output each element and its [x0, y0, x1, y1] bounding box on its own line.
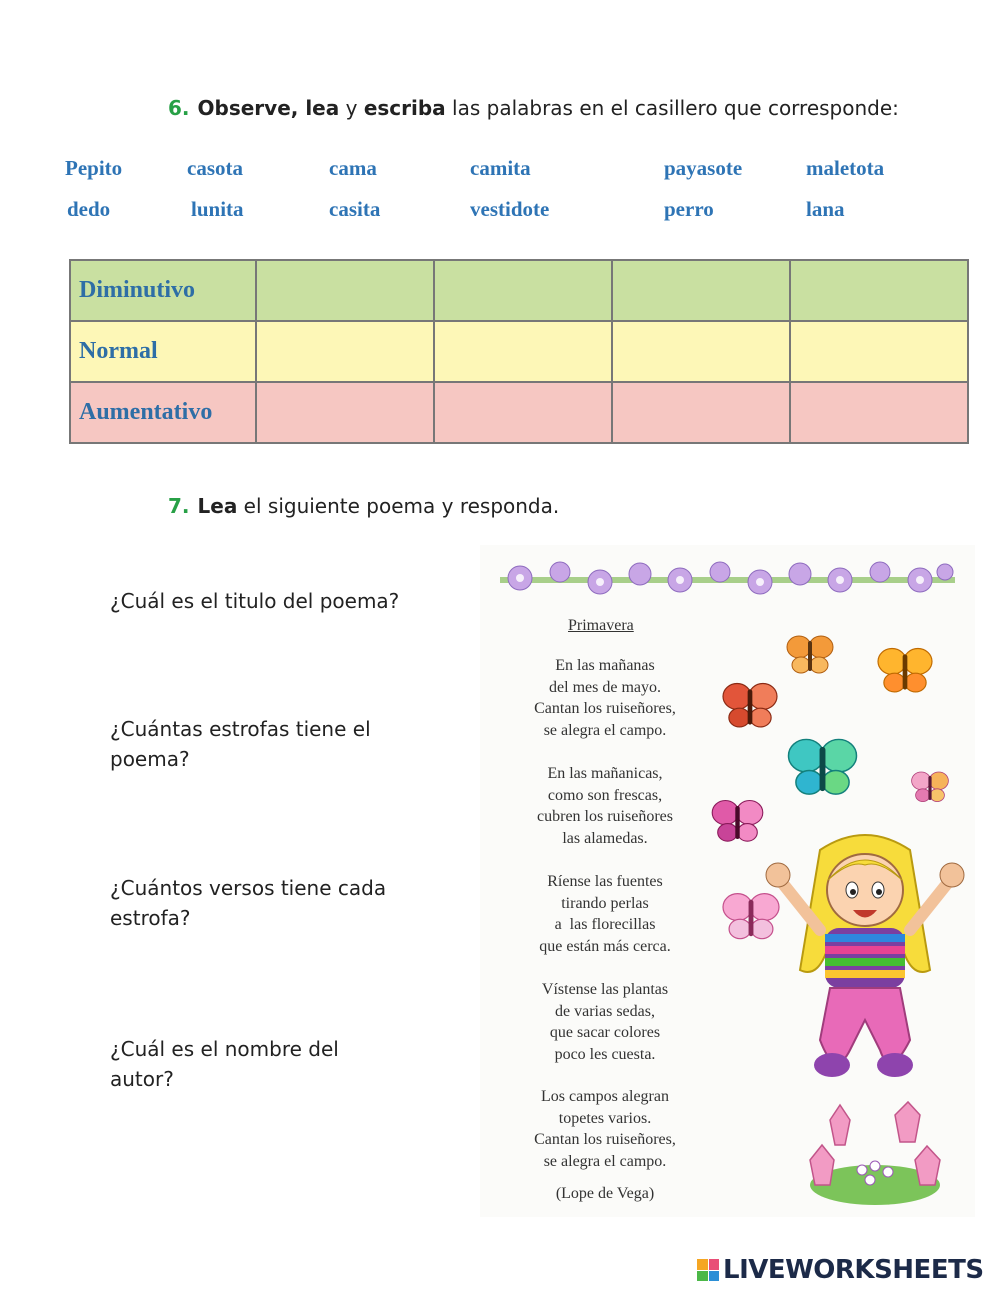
answer-cell[interactable] — [790, 260, 968, 321]
verse: topetes varios. — [558, 1109, 652, 1127]
word-bank-item: vestidote — [470, 197, 550, 221]
verse: de varias sedas, — [555, 1002, 655, 1020]
flower-bouquet-icon — [800, 1100, 950, 1215]
answer-cell[interactable] — [256, 260, 434, 321]
verse: Ríense las fuentes — [547, 873, 663, 890]
verse: a las florecillas — [554, 916, 656, 933]
table-row-normal — [70, 321, 968, 382]
logo-text: LIVEWORKSHEETS — [723, 1255, 984, 1285]
question-6-heading — [168, 96, 899, 120]
poem-author: (Lope de Vega) — [555, 1185, 655, 1202]
word-bank-item: cama — [329, 156, 377, 180]
question-7-heading — [168, 494, 559, 518]
verse: tirando perlas — [561, 894, 649, 912]
word-bank-item: payasote — [664, 156, 743, 180]
answer-cell[interactable] — [790, 382, 968, 443]
table-row-diminutivo — [70, 260, 968, 321]
word-bank-item: perro — [664, 197, 714, 221]
butterfly-icon — [910, 763, 950, 813]
answer-cell[interactable] — [612, 382, 790, 443]
instruction-connector: y — [339, 96, 364, 120]
poem-stanza — [505, 871, 705, 957]
instruction-lea: Lea — [197, 494, 238, 518]
word-bank-item: Pepito — [65, 156, 123, 180]
butterfly-icon — [785, 633, 835, 679]
flower-garland-icon — [500, 550, 955, 610]
row-label: Aumentativo — [70, 382, 256, 443]
verse: En las mañanas — [555, 657, 655, 674]
poem-stanza — [505, 979, 705, 1065]
verse: se alegra el campo. — [543, 1152, 667, 1170]
answer-cell[interactable] — [434, 382, 612, 443]
verse: las alamedas. — [562, 829, 648, 847]
question-title: ¿Cuál es el titulo del poema? — [110, 589, 400, 613]
poem-stanza — [505, 655, 705, 741]
verse: del mes de mayo. — [549, 678, 661, 696]
answer-cell[interactable] — [256, 382, 434, 443]
verse: que están más cerca. — [539, 937, 671, 955]
poem-stanza — [505, 1086, 705, 1172]
answer-cell[interactable] — [612, 321, 790, 382]
verse: cubren los ruiseñores — [537, 808, 673, 825]
butterfly-icon — [710, 795, 765, 850]
instruction-observe-lea: Observe, lea — [197, 96, 340, 120]
butterfly-icon — [875, 645, 935, 699]
verse: En las mañanicas, — [547, 765, 663, 782]
question-stanzas: ¿Cuántas estrofas tiene el poema? — [110, 717, 371, 771]
poem-stanza — [505, 763, 705, 849]
word-bank-item: lana — [806, 197, 845, 221]
verse: se alegra el campo. — [543, 721, 667, 739]
question-number: 6. — [168, 96, 190, 120]
question-verses: ¿Cuántos versos tiene cada estrofa? — [110, 876, 387, 930]
liveworksheets-logo — [697, 1255, 984, 1285]
logo-mark-icon — [697, 1259, 719, 1281]
word-bank-item: casota — [187, 156, 243, 180]
poem-illustration — [480, 545, 975, 1217]
word-bank-item: lunita — [191, 197, 244, 221]
instruction-rest: el siguiente poema y responda. — [237, 494, 560, 518]
verse: poco les cuesta. — [554, 1045, 656, 1063]
answer-cell[interactable] — [434, 260, 612, 321]
answer-cell[interactable] — [612, 260, 790, 321]
butterfly-icon — [785, 735, 860, 803]
row-label: Normal — [70, 321, 256, 382]
word-bank-item: maletota — [806, 156, 885, 180]
instruction-escriba: escriba — [363, 96, 446, 120]
word-bank-item: casita — [329, 197, 381, 221]
question-number: 7. — [168, 494, 190, 518]
verse: como son frescas, — [547, 786, 663, 804]
answer-cell[interactable] — [256, 321, 434, 382]
verse: que sacar colores — [549, 1024, 661, 1041]
question-author: ¿Cuál es el nombre del autor? — [110, 1037, 339, 1091]
poem-title: Primavera — [568, 617, 634, 634]
verse: Cantan los ruiseñores, — [534, 700, 676, 717]
verse: Vístense las plantas — [541, 981, 669, 998]
table-row-aumentativo — [70, 382, 968, 443]
girl-illustration — [760, 820, 970, 1100]
word-bank-item: dedo — [67, 197, 111, 221]
word-bank-item: camita — [470, 156, 531, 180]
instruction-rest: las palabras en el casillero que corresponde: — [445, 96, 899, 120]
answer-cell[interactable] — [790, 321, 968, 382]
verse: Los campos alegran — [541, 1088, 669, 1105]
answer-cell[interactable] — [434, 321, 612, 382]
butterfly-icon — [720, 680, 780, 734]
verse: Cantan los ruiseñores, — [534, 1131, 676, 1148]
row-label: Diminutivo — [70, 260, 256, 321]
classification-table — [69, 259, 969, 444]
